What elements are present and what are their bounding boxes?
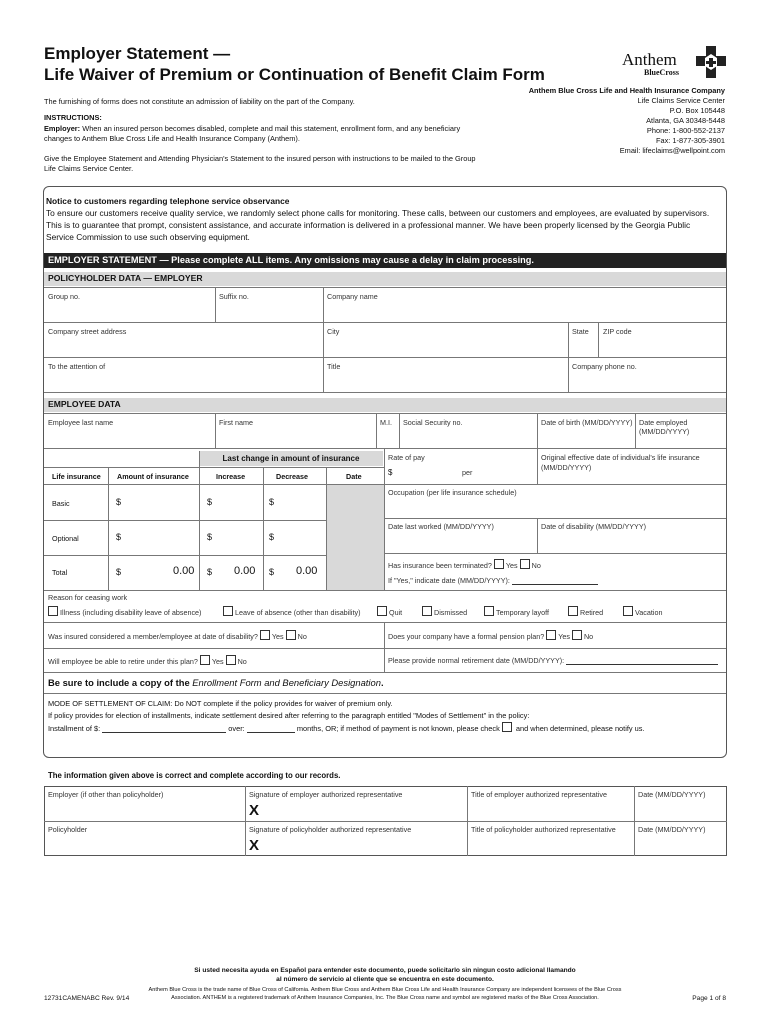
company-fax: Fax: 1-877-305-3901 [655,136,725,145]
member-no-checkbox[interactable] [286,630,296,640]
basic-increase-input[interactable]: $ [207,497,213,507]
city-state: Atlanta, GA 30348-5448 [646,116,725,125]
title-field[interactable]: Title [327,362,341,371]
occupation-field[interactable]: Occupation (per life insurance schedule) [388,488,517,497]
instructions-label: INSTRUCTIONS: [44,113,102,122]
dismissed-checkbox[interactable] [422,606,432,616]
form-title-line2: Life Waiver of Premium or Continuation of Benefit Claim Form [44,65,545,84]
terminated-no-checkbox[interactable] [520,559,530,569]
ceasing-label: Reason for ceasing work [48,593,128,602]
employer-statement-bar: EMPLOYER STATEMENT — Please complete ALL items. Any omissions may cause a delay in claim processing. [44,253,726,268]
policyholder-signature-label: Signature of policyholder authorized representative [249,825,412,834]
total-amount-dollar: $ [116,567,122,577]
policyholder-name-field[interactable]: Policyholder [48,825,88,834]
total-increase-dollar: $ [207,567,213,577]
total-increase-value: 0.00 [234,565,256,577]
installment-months-input[interactable] [247,723,295,733]
retire-no-checkbox[interactable] [226,655,236,665]
col-increase: Increase [216,472,246,481]
col-date: Date [346,472,362,481]
optional-amount-input[interactable]: $ [116,532,122,542]
total-amount-value: 0.00 [173,565,195,577]
spanish-notice: Si usted necesita ayuda en Español para entender este documento, puede solicitarlo sin ningun costo adicional llamando al número de servicio al cliente que se encuentra en este documento. [194,967,576,983]
page-number: Page 1 of 8 [692,995,726,1002]
total-decrease-value: 0.00 [296,565,318,577]
blue-cross-icon [696,46,726,78]
group-no-field[interactable]: Group no. [48,292,80,301]
retirement-date: Please provide normal retirement date (MM/DD/YYYY): [388,655,718,665]
retirement-date-input[interactable] [566,655,718,665]
installment-amount-input[interactable] [102,723,226,733]
employer-name-field[interactable]: Employer (if other than policyholder) [48,790,164,799]
basic-decrease-input[interactable]: $ [269,497,275,507]
employee-data-header: EMPLOYEE DATA [44,398,726,412]
col-decrease: Decrease [276,472,308,481]
row-total: Total [52,568,68,577]
terminated-date: If "Yes," indicate date (MM/DD/YYYY): [388,575,598,585]
vacation-checkbox[interactable] [623,606,633,616]
payment-unknown-checkbox[interactable] [502,722,512,732]
original-effective-date-field[interactable]: Original effective date of individual's life insurance (MM/DD/YYYY) [541,453,700,472]
telephone-notice: Notice to customers regarding telephone service observance To ensure our customers receive quality service, we randomly select phone calls for monitoring. These calls, between our customers and employees, are evaluated by supervisors. This is to guarantee that prompt, consistent assistance, and accurate information is delivered in a professional manner. We have been properly licensed by the Georgia Public Service Commission to use such observing equipment. [46,196,710,242]
rate-per: per [462,468,473,477]
policyholder-date-field[interactable]: Date (MM/DD/YYYY) [638,825,706,834]
mi-field[interactable]: M.I. [380,418,392,427]
policyholder-signature-field[interactable]: X [249,837,260,854]
date-last-worked-field[interactable]: Date last worked (MM/DD/YYYY) [388,522,494,531]
street-address-field[interactable]: Company street address [48,327,127,336]
col-amount: Amount of insurance [117,472,189,481]
date-employed-field[interactable]: Date employed (MM/DD/YYYY) [639,418,690,436]
ssn-field[interactable]: Social Security no. [403,418,463,427]
retire-question: Will employee be able to retire under this plan? Yes No [48,657,247,666]
rate-of-pay-field[interactable]: Rate of pay [388,453,425,462]
pension-yes-checkbox[interactable] [546,630,556,640]
last-change-header: Last change in amount of insurance [199,451,383,466]
give-instructions: Give the Employee Statement and Attending Physician's Statement to the insured person with instructions to be mailed to the Group Life Claims Service Center. [44,154,476,173]
quit-checkbox[interactable] [377,606,387,616]
leave-checkbox[interactable] [223,606,233,616]
legal-text: Anthem Blue Cross is the trade name of Blue Cross of California. Anthem Blue Cross and Anthem Blue Cross Life and Health Insurance Company are independent licensees of the Blue Cross Association. ANTHEM is a registered trademark of Anthem Insurance Companies, Inc. The Blue Cross name and symbol are registered marks of the Blue Cross Association. [148,987,622,1001]
liability-note: The furnishing of forms does not constitute an admission of liability on the part of the Company. [44,97,355,106]
optional-increase-input[interactable]: $ [207,532,213,542]
date-shaded [327,485,384,590]
first-name-field[interactable]: First name [219,418,253,427]
pension-no-checkbox[interactable] [572,630,582,640]
dob-field[interactable]: Date of birth (MM/DD/YYYY) [541,418,633,427]
copy-note: Be sure to include a copy of the Enrollment Form and Beneficiary Designation. [48,677,384,688]
form-id: 12731CAMENABC Rev. 9/14 [44,995,130,1002]
company-phone-field[interactable]: Company phone no. [572,362,637,371]
policyholder-header: POLICYHOLDER DATA — EMPLOYER [44,272,726,286]
city-field[interactable]: City [327,327,340,336]
employee-last-name-field[interactable]: Employee last name [48,418,114,427]
row-optional: Optional [52,534,79,543]
company-name-field[interactable]: Company name [327,292,378,301]
row-basic: Basic [52,499,70,508]
certify-text: The information given above is correct and complete according to our records. [48,771,341,780]
terminated-question: Has insurance been terminated? Yes No [388,561,541,570]
policyholder-title-field[interactable]: Title of policyholder authorized representative [471,825,616,834]
rate-dollar: $ [388,468,393,477]
col-life-insurance: Life insurance [52,472,101,481]
po-box: P.O. Box 105448 [669,106,725,115]
terminated-date-input[interactable] [512,575,598,585]
attention-field[interactable]: To the attention of [48,362,106,371]
form-title-line1: Employer Statement — [44,44,231,63]
employer-signature-label: Signature of employer authorized representative [249,790,403,799]
employer-date-field[interactable]: Date (MM/DD/YYYY) [638,790,706,799]
temporary-layoff-checkbox[interactable] [484,606,494,616]
service-center: Life Claims Service Center [637,96,725,105]
retire-yes-checkbox[interactable] [200,655,210,665]
illness-checkbox[interactable] [48,606,58,616]
anthem-logo: Anthem BlueCross [622,46,726,80]
basic-amount-input[interactable]: $ [116,497,122,507]
member-yes-checkbox[interactable] [260,630,270,640]
date-of-disability-field[interactable]: Date of disability (MM/DD/YYYY) [541,522,647,531]
retired-checkbox[interactable] [568,606,578,616]
total-decrease-dollar: $ [269,567,275,577]
terminated-yes-checkbox[interactable] [494,559,504,569]
optional-decrease-input[interactable]: $ [269,532,275,542]
company-email: Email: lifeclaims@wellpoint.com [619,146,725,155]
pension-question: Does your company have a formal pension plan? Yes No [388,632,594,641]
zip-field[interactable]: ZIP code [603,327,632,336]
state-field[interactable]: State [572,327,589,336]
company-name: Anthem Blue Cross Life and Health Insurance Company [528,86,725,95]
employer-instructions: Employer: When an insured person becomes disabled, complete and mail this statement, enrollment form, and any beneficiary changes to Anthem Blue Cross Life and Health Insurance Company (Anthem). [44,124,461,143]
company-phone: Phone: 1-800-552-2137 [646,126,725,135]
suffix-no-field[interactable]: Suffix no. [219,292,249,301]
settlement-section: MODE OF SETTLEMENT OF CLAIM: Do NOT complete if the policy provides for waiver of premium only. If policy provides for election of installments, indicate settlement desired after referring to the paragraph entitled "Modes of Settlement" in the policy: Installment of $: over: months, OR; if method of payment is not known, please check and when determined, please notify us. [48,699,645,733]
member-question: Was insured considered a member/employee at date of disability? Yes No [48,632,307,641]
employer-title-field[interactable]: Title of employer authorized representative [471,790,607,799]
employer-signature-field[interactable]: X [249,802,260,819]
